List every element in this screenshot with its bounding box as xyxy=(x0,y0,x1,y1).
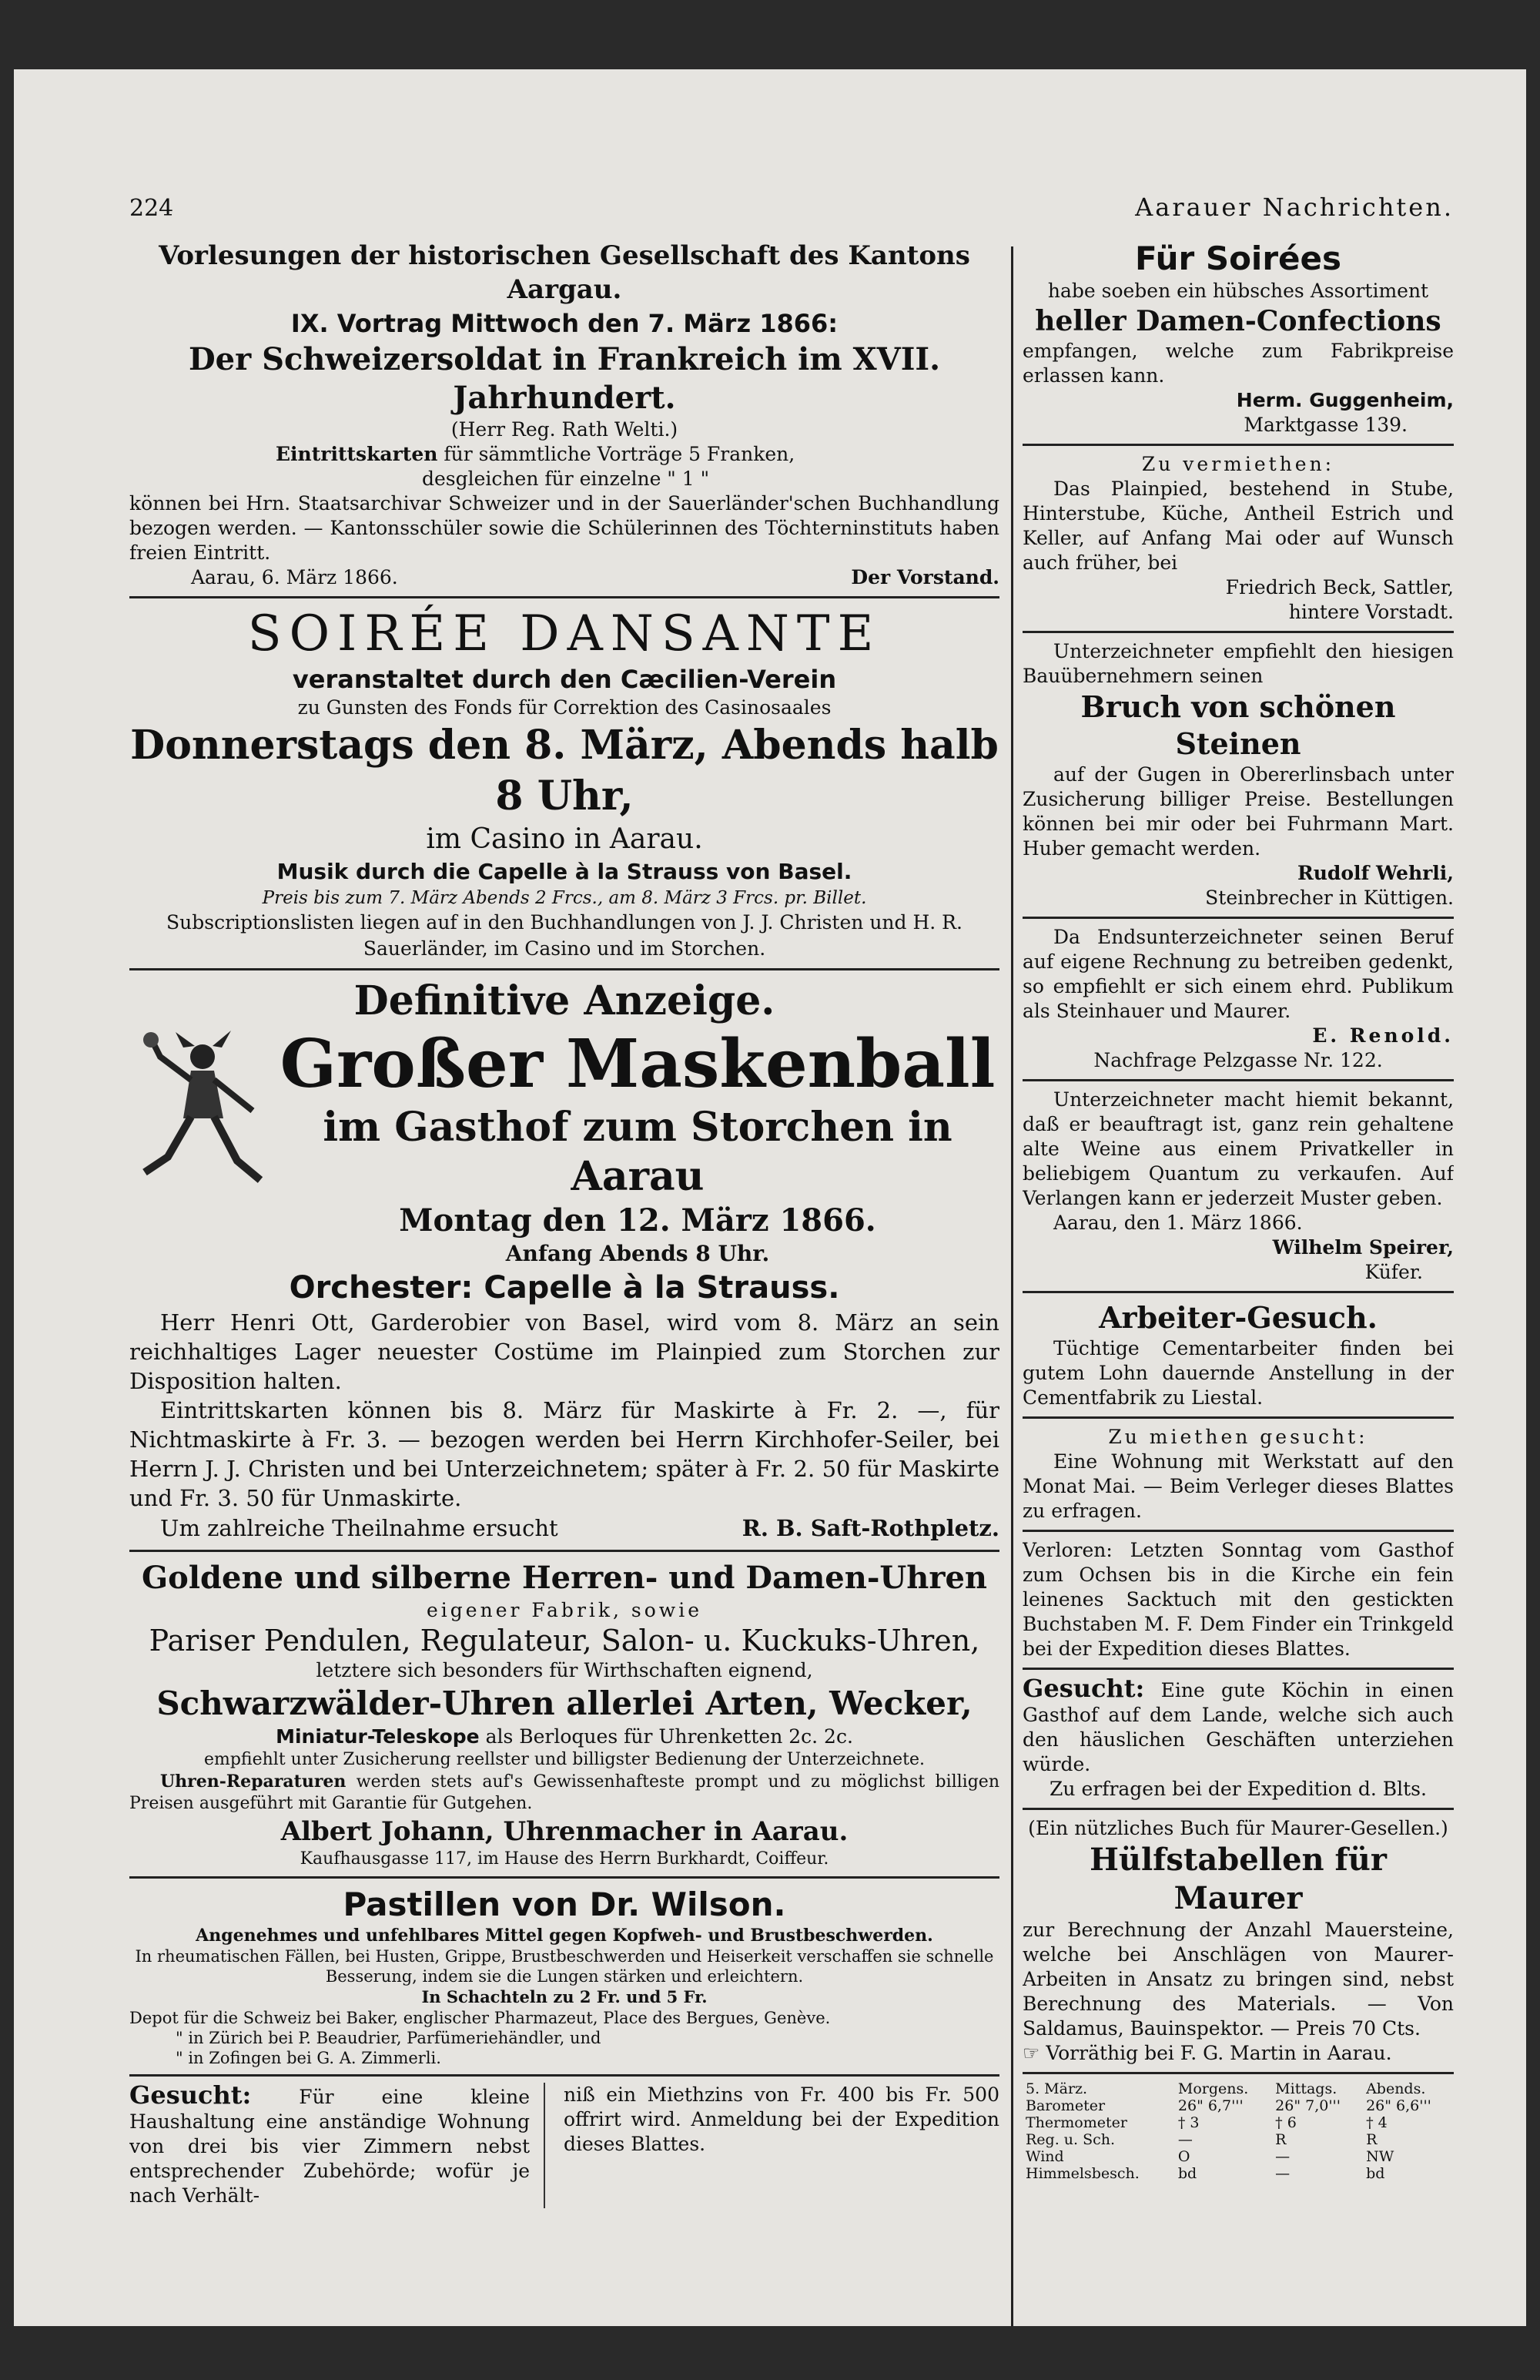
uhren-repairs-label: Uhren-Reparaturen xyxy=(160,1772,346,1792)
weather-cell: — xyxy=(1275,2148,1291,2165)
soiree-prices: Preis bis zum 7. März Abends 2 Frcs., am 8. März 3 Frcs. pr. Billet. xyxy=(262,888,867,908)
page-number: 224 xyxy=(129,195,174,222)
tickets-all: für sämmtliche Vorträge 5 Franken, xyxy=(444,443,795,465)
gesucht-label: Gesucht: xyxy=(129,2080,252,2110)
weather-cell: 26" 7,0''' xyxy=(1275,2097,1341,2114)
weather-header: 5. März. xyxy=(1026,2080,1088,2097)
maskenball-date: Montag den 12. März 1866. xyxy=(399,1202,876,1239)
ad-verloren xyxy=(1023,1538,1454,1661)
weather-cell: † 3 xyxy=(1177,2114,1200,2131)
vermiethen-name: Friedrich Beck, Sattler, xyxy=(1225,576,1454,598)
vorlesungen-title: Vorlesungen der historischen Gesellschaft des Kantons Aargau. xyxy=(159,240,970,305)
left-column xyxy=(129,239,999,2334)
divider xyxy=(1023,1416,1454,1419)
arbeiter-body: Tüchtige Cementarbeiter finden bei gutem Lohn dauernde Anstellung in der Cementfabrik zu Liestal. xyxy=(1023,1337,1454,1409)
weather-table xyxy=(1023,2080,1454,2182)
ad-renold xyxy=(1023,925,1454,1073)
divider xyxy=(1023,631,1454,633)
weather-row xyxy=(1023,2165,1454,2182)
divider xyxy=(129,1550,999,1552)
uhren-line3: Schwarzwälder-Uhren allerlei Arten, Wecker, xyxy=(156,1684,973,1722)
uhren-title: Goldene und silberne Herren- und Damen-Uhren xyxy=(142,1560,987,1596)
tickets-label: Eintrittskarten xyxy=(276,443,438,465)
uhren-telescope: Miniatur-Teleskope xyxy=(276,1725,480,1748)
weather-row xyxy=(1023,2131,1454,2148)
renold-address: Nachfrage Pelzgasse Nr. 122. xyxy=(1093,1049,1383,1071)
pastillen-tagline: Angenehmes und unfehlbares Mittel gegen Kopfweh- und Brustbeschwerden. xyxy=(196,1926,933,1946)
weine-name: Wilhelm Speirer, xyxy=(1272,1236,1454,1259)
weather-cell: Wind xyxy=(1026,2148,1064,2165)
uhren-address: Kaufhausgasse 117, im Hause des Herrn Burkhardt, Coiffeur. xyxy=(300,1849,829,1869)
weather-header-row xyxy=(1023,2080,1454,2097)
soiree-title: SOIRÉE DANSANTE xyxy=(247,605,882,662)
steine-role: Steinbrecher in Küttigen. xyxy=(1205,887,1454,909)
weather-cell: Himmelsbesch. xyxy=(1026,2165,1140,2182)
newspaper-page xyxy=(14,69,1526,2326)
ad-weine xyxy=(1023,1088,1454,1285)
pastillen-depot1: Depot für die Schweiz bei Baker, englischer Pharmazeut, Place des Bergues, Genève. xyxy=(129,2009,831,2027)
koechin-body xyxy=(1023,1676,1454,1777)
maskenball-title: Großer Maskenball xyxy=(280,1025,996,1103)
ad-uhren xyxy=(129,1558,999,1870)
divider xyxy=(1023,1291,1454,1293)
buch-body: zur Berechnung der Anzahl Mauersteine, welche bei Anschlägen von Maurer-Arbeiten in Ansatz zu bringen sind, nebst Berechnung des Materials. — Von Saldamus, Bauinspektor. — Preis 70 Cts. xyxy=(1023,1919,1454,2040)
steine-intro: Unterzeichneter empfiehlt den hiesigen Bauübernehmern seinen xyxy=(1023,640,1454,687)
weather-header: Morgens. xyxy=(1177,2080,1249,2097)
uhren-berloques: als Berloques für Uhrenketten 2c. 2c. xyxy=(485,1725,853,1748)
maskenball-orchestra: Orchester: Capelle à la Strauss. xyxy=(289,1270,840,1306)
soiree-date: Donnerstags den 8. März, Abends halb 8 Uhr, xyxy=(130,722,999,820)
soirees-l1: habe soeben ein hübsches Assortiment xyxy=(1047,280,1429,302)
steine-name: Rudolf Wehrli, xyxy=(1297,862,1454,884)
soiree-place: im Casino in Aarau. xyxy=(426,823,703,855)
divider xyxy=(1023,2072,1454,2074)
maskenball-request: Um zahlreiche Theilnahme ersucht xyxy=(160,1515,558,1541)
gesucht-left-text: Für eine kleine Haushaltung eine anständige Wohnung von drei bis vier Zimmern nebst entsprechender Zubehörde; wofür je nach Verhält- xyxy=(129,2086,530,2207)
ad-maskenball xyxy=(129,977,999,1544)
renold-name: E. Renold. xyxy=(1312,1024,1454,1047)
column-divider xyxy=(1011,246,1013,2326)
weine-body: Unterzeichneter macht hiemit bekannt, daß er beauftragt ist, ganz rein gehaltene alte Weine aus einem Privatkeller in beliebigem Quantum zu verkaufen. Auf Verlangen kann er jederzeit Muster geben. xyxy=(1023,1088,1454,1209)
uhren-subtitle: eigener Fabrik, sowie xyxy=(427,1599,702,1621)
weather-cell: — xyxy=(1177,2131,1193,2148)
weather-cell: R xyxy=(1275,2131,1287,2148)
arbeiter-title: Arbeiter-Gesuch. xyxy=(1099,1300,1378,1335)
ad-pastillen xyxy=(129,1885,999,2068)
soiree-purpose: zu Gunsten des Fonds für Correktion des Casinosaales xyxy=(297,696,832,719)
renold-body: Da Endsunterzeichneter seinen Beruf auf eigene Rechnung zu betreiben gedenkt, so empfiehlt er sich einem ehrd. Publikum als Steinhauer und Maurer. xyxy=(1023,926,1454,1022)
pastillen-depot3: " in Zofingen bei G. A. Zimmerli. xyxy=(176,2049,441,2067)
ad-vermiethen xyxy=(1023,452,1454,625)
right-column xyxy=(1023,239,1454,2334)
ad-gesucht-wohnung xyxy=(129,2080,999,2208)
weather-cell: NW xyxy=(1366,2148,1394,2165)
weather-row xyxy=(1023,2114,1454,2131)
maskenball-costumes: Herr Henri Ott, Garderobier von Basel, wird vom 8. März an sein reichhaltiges Lager neuester Costüme im Plainpied zum Storchen zur Disposition halten. xyxy=(129,1309,999,1394)
uhren-line5: empfiehlt unter Zusicherung reellster und billigster Bedienung der Unterzeichnete. xyxy=(203,1750,926,1769)
koechin-text: Eine gute Köchin in einen Gasthof auf dem Lande, welche sich auch den häuslichen Geschäften unterziehen würde. xyxy=(1023,1679,1454,1775)
weather-cell: † 6 xyxy=(1275,2114,1297,2131)
divider xyxy=(129,968,999,970)
tickets-single: desgleichen für einzelne " 1 " xyxy=(422,468,710,490)
ad-koechin xyxy=(1023,1676,1454,1802)
pastillen-depot2: " in Zürich bei P. Beaudrier, Parfümeriehändler, und xyxy=(176,2029,601,2047)
jester-illustration-icon xyxy=(129,1026,276,1195)
uhren-repairs-text: werden stets auf's Gewissenhafteste prompt und zu möglichst billigen Preisen ausgeführt mit Garantie für Gutgehen. xyxy=(129,1772,999,1813)
verloren-body: Verloren: Letzten Sonntag vom Gasthof zum Ochsen bis in die Kirche ein fein leinenes Sacktuch mit den gestickten Buchstaben M. F. Dem Finder ein Trinkgeld bei der Expedition dieses Blattes. xyxy=(1023,1539,1454,1660)
maskenball-tickets: Eintrittskarten können bis 8. März für Maskirte à Fr. 2. —, für Nichtmaskirte à Fr. 3. — bezogen werden bei Herrn Kirchhofer-Seiler, bei Herrn J. J. Christen und bei Unterzeichnetem; später à Fr. 2. 50 für Maskirte und Fr. 3. 50 für Unmaskirte. xyxy=(129,1397,999,1511)
maskenball-signed: R. B. Saft-Rothpletz. xyxy=(742,1515,999,1541)
weather-cell: R xyxy=(1366,2131,1378,2148)
divider xyxy=(129,1876,999,1879)
weather-row xyxy=(1023,2148,1454,2165)
weine-date: Aarau, den 1. März 1866. xyxy=(1053,1212,1303,1234)
soirees-l3: empfangen, welche zum Fabrikpreise erlassen kann. xyxy=(1023,340,1454,387)
ad-soiree xyxy=(129,605,999,962)
weather-cell: † 4 xyxy=(1366,2114,1388,2131)
divider xyxy=(1023,1530,1454,1532)
vorlesungen-topic: Der Schweizersoldat in Frankreich im XVII. Jahrhundert. xyxy=(188,341,941,416)
weather-cell: O xyxy=(1177,2148,1190,2165)
weather-row xyxy=(1023,2097,1454,2114)
gesucht-left xyxy=(129,2080,545,2208)
maskenball-start: Anfang Abends 8 Uhr. xyxy=(505,1241,770,1266)
ad-miethen xyxy=(1023,1425,1454,1524)
soiree-subscriptions: Subscriptionslisten liegen auf in den Buchhandlungen von J. J. Christen und H. R. Sauerländer, im Casino und im Storchen. xyxy=(166,911,962,960)
weather-cell: Reg. u. Sch. xyxy=(1026,2131,1116,2148)
ad-vorlesungen xyxy=(129,239,999,590)
vorlesungen-date: Aarau, 6. März 1866. xyxy=(191,566,398,588)
pastillen-body: In rheumatischen Fällen, bei Husten, Grippe, Brustbeschwerden und Heiserkeit verschaffen sie schnelle Besserung, indem sie die Lungen stärken und erleichtern. xyxy=(135,1947,994,1986)
pastillen-boxes: In Schachteln zu 2 Fr. und 5 Fr. xyxy=(421,1987,708,2006)
maskenball-head xyxy=(129,1026,999,1268)
divider xyxy=(1023,1079,1454,1081)
vermiethen-title: Zu vermiethen: xyxy=(1141,453,1335,475)
columns xyxy=(129,239,1454,2334)
page-header xyxy=(129,193,1454,228)
vorlesungen-speaker: (Herr Reg. Rath Welti.) xyxy=(450,418,678,441)
ad-steine xyxy=(1023,639,1454,910)
koechin-label: Gesucht: xyxy=(1023,1674,1145,1703)
miethen-body: Eine Wohnung mit Werkstatt auf den Monat Mai. — Beim Verleger dieses Blattes zu erfragen. xyxy=(1023,1450,1454,1522)
maskenball-kicker: Definitive Anzeige. xyxy=(353,977,775,1024)
soirees-address: Marktgasse 139. xyxy=(1244,414,1408,436)
vorlesungen-signed: Der Vorstand. xyxy=(851,566,999,588)
weather-header: Abends. xyxy=(1366,2080,1426,2097)
uhren-signed: Albert Johann, Uhrenmacher in Aarau. xyxy=(280,1816,849,1847)
divider xyxy=(1023,1668,1454,1670)
uhren-repairs xyxy=(129,1771,999,1815)
steine-title: Bruch von schönen Steinen xyxy=(1080,689,1396,761)
page-content xyxy=(129,193,1454,2380)
vorlesungen-tickets xyxy=(129,442,999,467)
gesucht-right: niß ein Miethzins von Fr. 400 bis Fr. 500 offrirt wird. Anmeldung bei der Expedition dieses Blattes. xyxy=(564,2083,999,2155)
pastillen-title: Pastillen von Dr. Wilson. xyxy=(343,1886,786,1923)
miethen-title: Zu miethen gesucht: xyxy=(1108,1426,1368,1448)
vermiethen-address: hintere Vorstadt. xyxy=(1288,601,1454,623)
divider xyxy=(1023,1808,1454,1810)
uhren-line4 xyxy=(129,1725,999,1749)
vorlesungen-body: können bei Hrn. Staatsarchivar Schweizer und in der Sauerländer'schen Buchhandlung bezogen werden. — Kantonsschüler sowie die Schülerinnen des Töchterninstituts haben freien Eintritt. xyxy=(129,492,999,564)
soirees-name: Herm. Guggenheim, xyxy=(1236,389,1454,411)
steine-body: auf der Gugen in Obererlinsbach unter Zusicherung billiger Preise. Bestellungen können bei mir oder bei Fuhrmann Mart. Huber gemacht werden. xyxy=(1023,763,1454,860)
weather-cell: Thermometer xyxy=(1026,2114,1127,2131)
vorlesungen-footer xyxy=(129,565,999,590)
divider xyxy=(1023,444,1454,446)
weather-cell: — xyxy=(1275,2165,1291,2182)
vermiethen-body: Das Plainpied, bestehend in Stube, Hinterstube, Küche, Antheil Estrich und Keller, auf Anfang Mai oder auf Wunsch auch früher, bei xyxy=(1023,478,1454,574)
ad-buch xyxy=(1023,1816,1454,2066)
soirees-l2: heller Damen-Confections xyxy=(1035,305,1441,337)
ad-soirees xyxy=(1023,239,1454,437)
koechin-foot: Zu erfragen bei der Expedition d. Blts. xyxy=(1050,1778,1427,1800)
maskenball-footer xyxy=(129,1513,999,1544)
buch-note: (Ein nützliches Buch für Maurer-Gesellen.) xyxy=(1028,1817,1448,1839)
soirees-title: Für Soirées xyxy=(1134,240,1342,277)
divider xyxy=(1023,917,1454,919)
weather-cell: 26" 6,7''' xyxy=(1177,2097,1244,2114)
divider xyxy=(129,596,999,598)
ad-arbeiter xyxy=(1023,1299,1454,1410)
weather-cell: 26" 6,6''' xyxy=(1366,2097,1431,2114)
maskenball-place: im Gasthof zum Storchen in Aarau xyxy=(323,1104,952,1200)
soiree-music: Musik durch die Capelle à la Strauss von Basel. xyxy=(276,859,852,884)
weather-header: Mittags. xyxy=(1275,2080,1337,2097)
divider xyxy=(129,2074,999,2077)
weine-role: Küfer. xyxy=(1364,1261,1423,1283)
soiree-organizer: veranstaltet durch den Cæcilien-Verein xyxy=(292,665,837,694)
newspaper-title: Aarauer Nachrichten. xyxy=(1135,193,1454,222)
weather-cell: bd xyxy=(1177,2165,1197,2182)
buch-title: Hülfstabellen für Maurer xyxy=(1090,1842,1387,1916)
weather-cell: Barometer xyxy=(1026,2097,1106,2114)
vorlesungen-lecture: IX. Vortrag Mittwoch den 7. März 1866: xyxy=(290,309,839,338)
uhren-line1: Pariser Pendulen, Regulateur, Salon- u. Kuckuks-Uhren, xyxy=(149,1624,980,1658)
buch-foot: ☞ Vorräthig bei F. G. Martin in Aarau. xyxy=(1023,2042,1392,2064)
weather-cell: bd xyxy=(1366,2165,1385,2182)
uhren-line2: letztere sich besonders für Wirthschaften eignend, xyxy=(316,1659,813,1681)
